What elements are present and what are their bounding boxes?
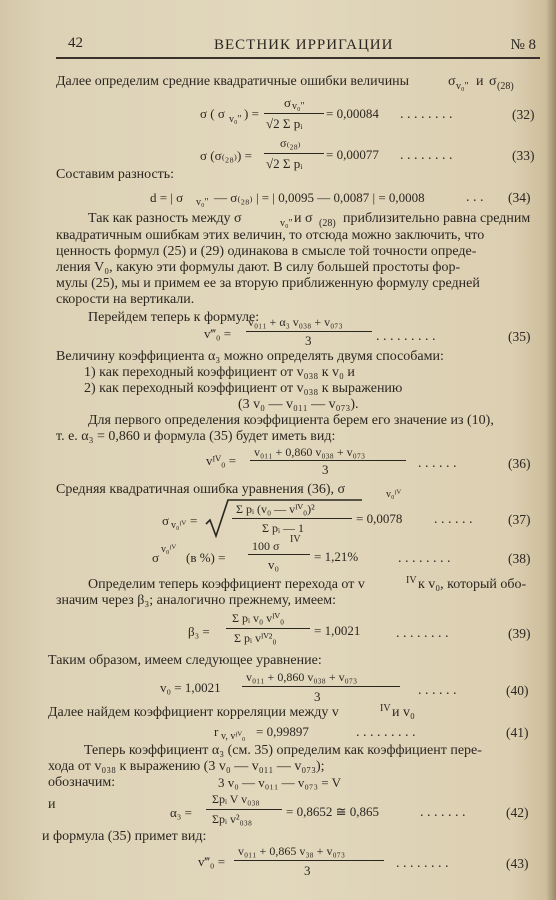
- subscript: v₀″: [292, 101, 305, 112]
- leader-dots: . . . . . .: [434, 512, 473, 527]
- paragraph-line: Для первого определения коэффициента берем его значение из (10),: [88, 413, 494, 428]
- equation-number: (38): [508, 551, 531, 566]
- subscript: v₀″: [456, 81, 469, 92]
- equation-number: (41): [506, 725, 529, 740]
- subscript: v₀ᴵⱽ: [386, 489, 402, 500]
- compose-heading: Составим разность:: [56, 167, 175, 182]
- formula-37-left: σ: [162, 513, 170, 528]
- paragraph-intro: Далее определим средние квадратичные ошибки величины: [56, 74, 410, 89]
- leader-dots: . . . . . . . . .: [376, 329, 436, 344]
- formula-32-eq: ) =: [244, 106, 259, 121]
- paragraph-line: скорости на вертикали.: [56, 292, 195, 307]
- formula-43-left: v‴₀ =: [198, 854, 226, 869]
- formula-32-numerator: σ: [284, 95, 292, 110]
- fraction-bar: [264, 113, 324, 114]
- conjunction: и: [48, 797, 56, 812]
- formula-39-numerator: Σ pᵢ v₀ vᴵⱽ₀: [232, 611, 285, 625]
- formula-34-rest: — σ₍₂₈₎ | = | 0,0095 — 0,0087 | = 0,0008: [214, 190, 425, 205]
- paragraph-line: и формула (35) примет вид:: [42, 829, 207, 844]
- fraction-bar: [226, 628, 310, 629]
- paragraph-line: и v₀: [392, 705, 415, 720]
- paragraph-line: Величину коэффициента α₃ можно определять двумя способами:: [56, 349, 444, 364]
- subscript: v₀″: [196, 197, 209, 208]
- formula-39-left: β₃ =: [188, 624, 210, 639]
- paragraph-line: Перейдем теперь к формуле:: [88, 310, 260, 325]
- paragraph-line: мулы (25), мы и примем ее за вторую приближенную формулу средней: [56, 276, 480, 291]
- header-rule: [56, 57, 540, 59]
- formula-38-denominator: v₀: [268, 557, 280, 572]
- list-item: 1) как переходный коэффициент от v₀₃₈ к v₀ и: [84, 365, 355, 380]
- formula-32-denominator: √2 Σ pᵢ: [266, 116, 303, 131]
- formula-42-denominator: Σpᵢ v²₀₃₈: [212, 812, 253, 826]
- equation-number: (43): [506, 856, 529, 871]
- equation-number: (39): [508, 626, 531, 641]
- leader-dots: . . . . . . . .: [400, 148, 453, 163]
- superscript: IV: [406, 575, 417, 586]
- paragraph-line: Таким образом, имеем следующее уравнение:: [48, 653, 322, 668]
- journal-title: ВЕСТНИК ИРРИГАЦИИ: [214, 37, 394, 53]
- list-item: (3 v₀ — v₀₁₁ — v₀₇₃).: [238, 397, 359, 412]
- paragraph-line: приблизительно равна средним: [343, 211, 531, 226]
- leader-dots: . . . . . . . .: [400, 107, 453, 122]
- superscript: IV: [290, 534, 301, 545]
- paragraph-line: ценность формул (25) и (29) одинакова в смысле той точности опреде-: [56, 244, 477, 259]
- formula-43-numerator: v₀₁₁ + 0,865 v₃₈ + v₀₇₃: [238, 844, 346, 858]
- subscript: v₀″: [280, 218, 293, 229]
- leader-dots: . . . . . .: [418, 456, 457, 471]
- formula-37-denominator: Σ pᵢ — 1: [262, 521, 304, 535]
- formula-34: d = | σ: [150, 190, 184, 205]
- subscript: (28): [319, 218, 336, 229]
- equation-number: (34): [508, 190, 531, 205]
- paragraph-line: и σ: [294, 211, 313, 226]
- formula-33-numerator: σ₍₂₈₎: [280, 136, 301, 150]
- equation-number: (36): [508, 456, 531, 471]
- formula-35-denominator: 3: [305, 333, 312, 348]
- formula-42-numerator: Σpᵢ V v₀₃₈: [212, 792, 260, 806]
- equation-number: (32): [512, 107, 535, 122]
- formula-38-numerator: 100 σ: [252, 539, 280, 553]
- sigma-symbol: σ: [489, 74, 497, 89]
- equation-number: (37): [508, 512, 531, 527]
- paragraph-line: обозначим:: [48, 775, 116, 790]
- equation-number: (35): [508, 329, 531, 344]
- leader-dots: . . . . . . . .: [396, 626, 449, 641]
- paragraph-line: Средняя квадратичная ошибка уравнения (36), σ: [56, 482, 346, 497]
- formula-38-value: = 1,21%: [314, 549, 359, 564]
- paragraph-line: т. е. α₃ = 0,860 и формула (35) будет иметь вид:: [56, 429, 336, 444]
- page-edge-shadow: [546, 0, 556, 900]
- formula-definition: 3 v₀ — v₀₁₁ — v₀₇₃ = V: [218, 775, 341, 790]
- fraction-bar: [206, 809, 282, 810]
- leader-dots: . . . . . . .: [420, 805, 466, 820]
- issue-number: № 8: [510, 37, 536, 53]
- formula-42-left: α₃ =: [170, 805, 192, 820]
- formula-32-value: = 0,00084: [326, 106, 379, 121]
- formula-40-left: v₀ = 1,0021: [160, 680, 221, 695]
- subscript: v₀ᴵⱽ: [171, 520, 187, 531]
- formula-43-denominator: 3: [304, 863, 311, 878]
- formula-36-denominator: 3: [322, 462, 329, 477]
- leader-dots: . . . . . .: [418, 683, 457, 698]
- paragraph-line: хода от v₀₃₈ к выражению (3 v₀ — v₀₁₁ — v₀₇₃);: [48, 759, 325, 774]
- equation-number: (33): [512, 148, 535, 163]
- sigma-symbol: σ: [448, 74, 456, 89]
- fraction-bar: [234, 860, 384, 861]
- formula-40-denominator: 3: [314, 689, 321, 704]
- leader-dots: . . .: [466, 190, 484, 205]
- formula-42-value: = 0,8652 ≅ 0,865: [286, 804, 379, 819]
- formula-33-left: σ (σ₍₂₈₎) =: [200, 148, 252, 163]
- equation-number: (40): [506, 683, 529, 698]
- paragraph-line: к v₀, который обо-: [418, 577, 527, 592]
- paragraph-line: значим через β₃; аналогично прежнему, имеем:: [56, 593, 336, 608]
- formula-41-value: = 0,99897: [256, 724, 309, 739]
- formula-40-numerator: v₀₁₁ + 0,860 v₀₃₈ + v₀₇₃: [246, 670, 358, 684]
- subscript: (28): [497, 81, 514, 92]
- fraction-bar: [242, 686, 400, 687]
- leader-dots: . . . . . . . . .: [356, 725, 416, 740]
- paragraph-line: ления V₀, какую эти формулы дают. В силу большей простоты фор-: [56, 260, 461, 275]
- superscript: v₀ᴵⱽ: [161, 544, 177, 555]
- paragraph-line: квадратичным ошибкам этих величин, то отсюда можно заключить, что: [56, 228, 485, 243]
- formula-35-numerator: v₀₁₁ + α₃ v₀₃₈ + v₀₇₃: [248, 315, 343, 329]
- formula-39-denominator: Σ pᵢ vᴵⱽ²₀: [234, 631, 277, 645]
- paragraph-line: Теперь коэффициент α₃ (см. 35) определим как коэффициент пере-: [84, 743, 482, 758]
- equals-sign: =: [190, 513, 198, 528]
- formula-38-mid: (в %) =: [186, 550, 226, 565]
- formula-39-value: = 1,0021: [314, 623, 361, 638]
- formula-36-left: vᴵⱽ₀ =: [206, 453, 237, 468]
- page-number: 42: [68, 35, 83, 51]
- subscript: v₀″: [229, 114, 242, 125]
- formula-33-value: = 0,00077: [326, 147, 379, 162]
- leader-dots: . . . . . . . .: [398, 551, 451, 566]
- running-header: [56, 33, 536, 55]
- paragraph-line: Так как разность между σ: [88, 211, 242, 226]
- fraction-bar: [248, 554, 310, 555]
- fraction-bar: [264, 153, 324, 154]
- formula-35-left: v‴₀ =: [204, 326, 232, 341]
- paragraph-line: Далее найдем коэффициент корреляции между v: [48, 705, 339, 720]
- list-item: 2) как переходный коэффициент от v₀₃₈ к выражению: [84, 381, 403, 396]
- paragraph-line: Определим теперь коэффициент перехода от v: [88, 577, 365, 592]
- formula-38-left: σ: [152, 550, 160, 565]
- leader-dots: . . . . . . . .: [396, 856, 449, 871]
- formula-36-numerator: v₀₁₁ + 0,860 v₀₃₈ + v₀₇₃: [254, 445, 366, 459]
- fraction-bar: [232, 518, 352, 519]
- formula-32-left: σ ( σ: [200, 106, 225, 121]
- conjunction: и: [476, 74, 484, 89]
- formula-37-value: = 0,0078: [356, 511, 403, 526]
- superscript: IV: [380, 703, 391, 714]
- subscript: v, vᴵⱽ₀: [221, 731, 246, 742]
- formula-41: r: [214, 724, 219, 739]
- equation-number: (42): [506, 805, 529, 820]
- formula-37-numerator: Σ pᵢ (v₀ — vᴵⱽ₀)²: [236, 502, 315, 516]
- formula-33-denominator: √2 Σ pᵢ: [266, 156, 303, 171]
